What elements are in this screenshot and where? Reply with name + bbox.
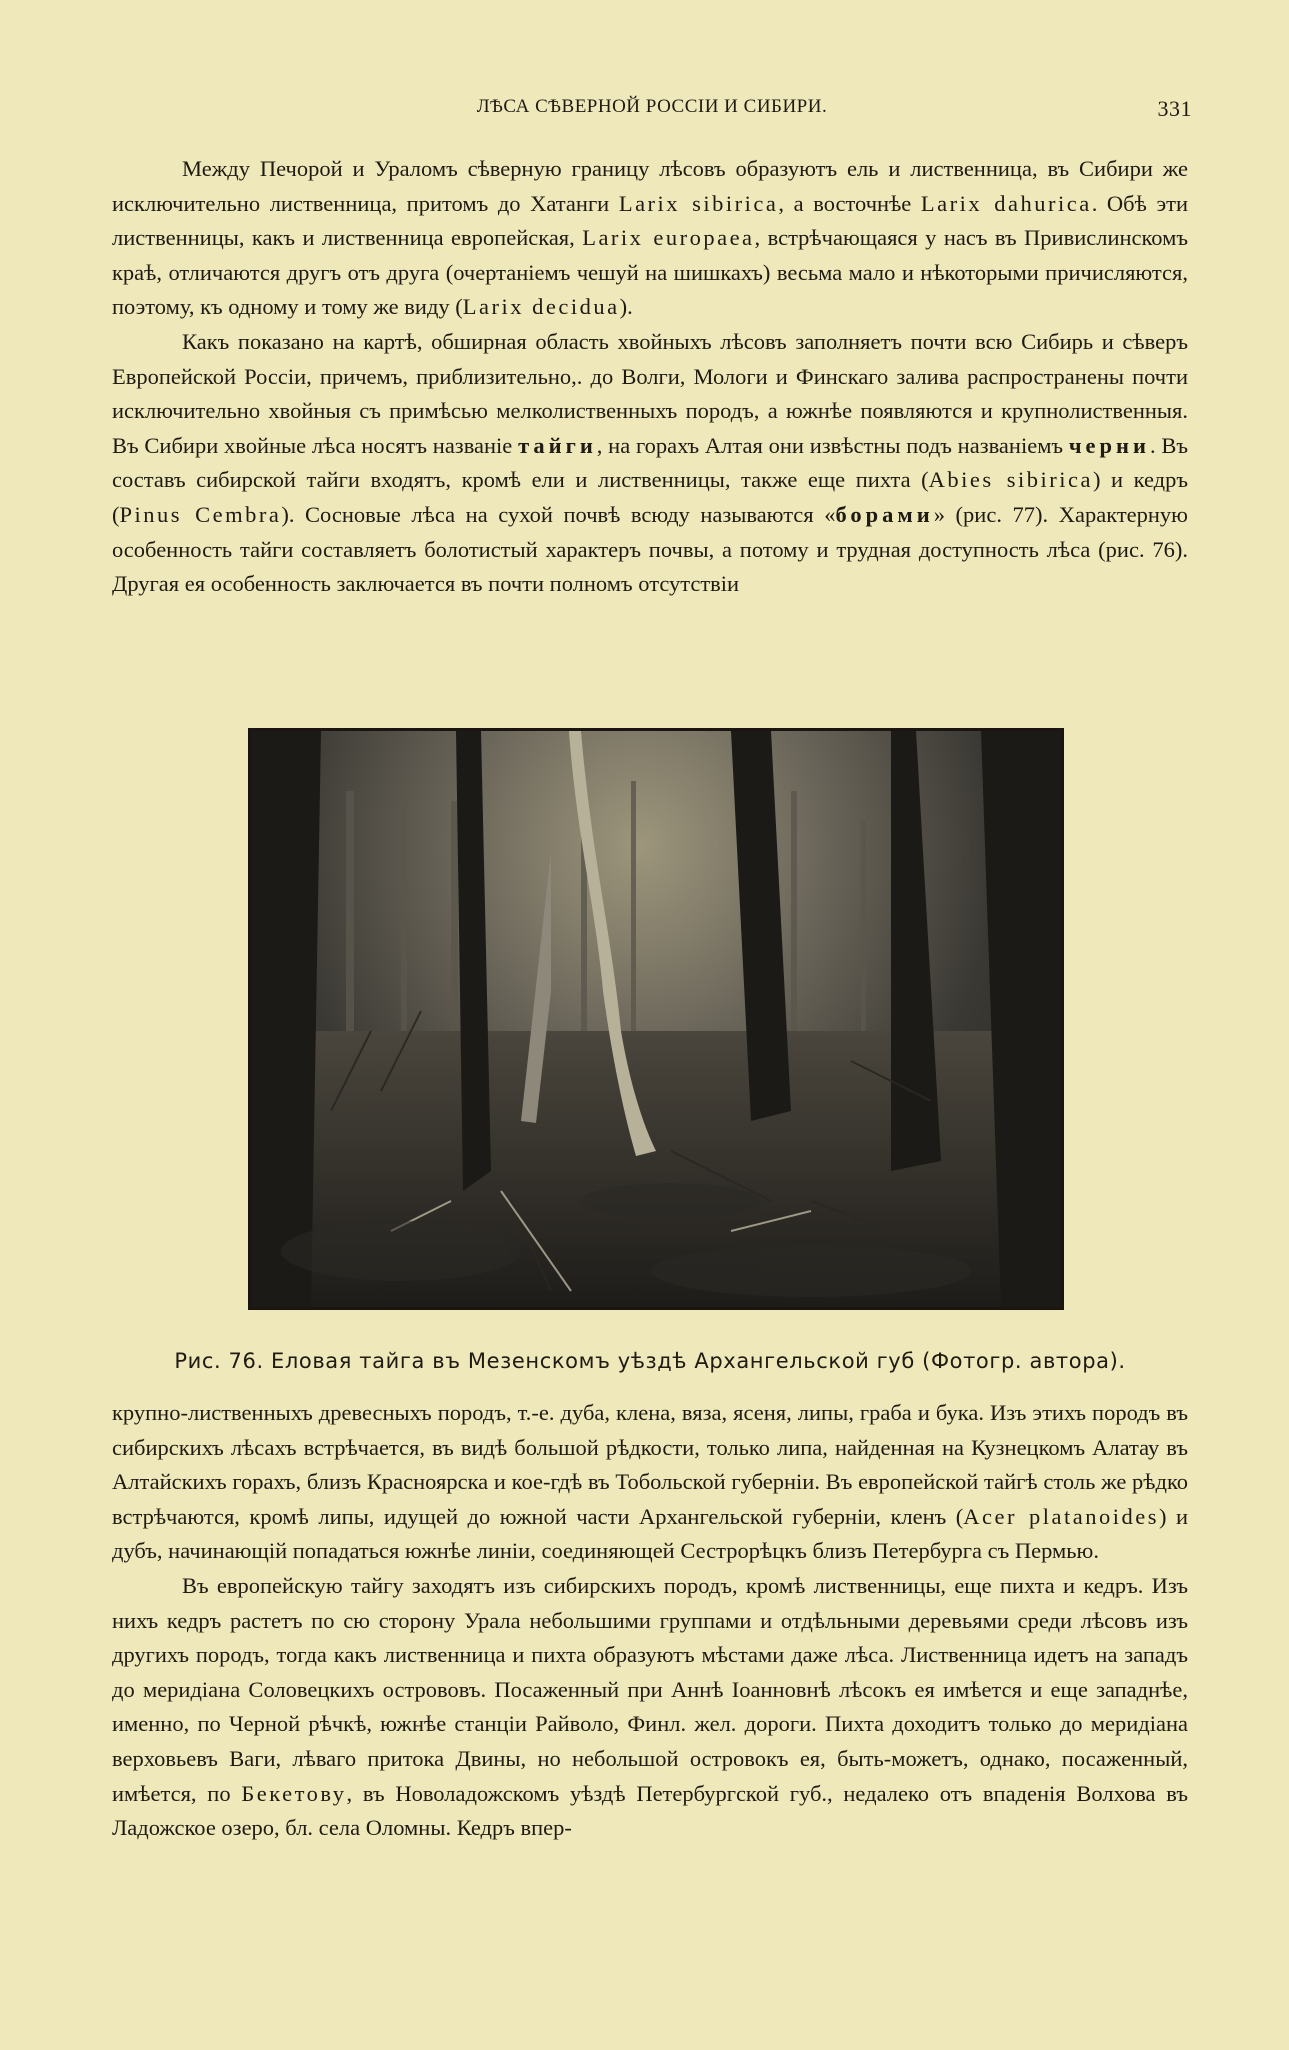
text-run: , а восточнѣе — [778, 190, 921, 216]
text-run: ). Сосновые лѣса на сухой почвѣ всюду называются « — [281, 501, 836, 527]
text-run: , встрѣчающаяся у насъ въ Привислинскомъ краѣ, отличаются другъ отъ друга (очертаніемъ чешуй на шишкахъ) весьма мало и нѣкоторыми причисляются, поэтому, къ одному и тому же виду ( — [112, 225, 1189, 320]
latin-name: Larix sibirica — [618, 190, 779, 216]
forest-photo-illustration — [251, 731, 1061, 1307]
emphasized-term: борами — [835, 501, 934, 527]
paragraph-larch — [112, 152, 1188, 325]
text-run: ) и кедръ ( — [112, 467, 1188, 527]
text-run: Между Печорой и Ураломъ сѣверную границу лѣсовъ образуютъ ель и лиственница, въ Сибири же исключительно лиственница, притомъ до Хатанги — [112, 156, 1188, 216]
text-run: . Обѣ эти лиственницы, какъ и лиственница европейская, — [112, 190, 1188, 251]
text-run: , въ Новоладожскомъ уѣздѣ Петербургской губ., недалеко отъ впаденія Волхова въ Ладожское озеро, бл. села Оломны. Кедръ впер- — [112, 1780, 1188, 1841]
text-block-top — [112, 152, 1188, 602]
author-name: Бекетову — [241, 1780, 347, 1806]
latin-name: Pinus Cembra — [119, 501, 282, 527]
running-head — [112, 96, 1192, 126]
latin-name: Acer platanoides — [963, 1503, 1159, 1529]
forest-photograph — [248, 728, 1064, 1310]
page-number: 331 — [1157, 96, 1192, 121]
latin-name: Larix decidua — [462, 294, 620, 320]
emphasized-term: тайги — [518, 432, 597, 458]
text-run: крупно-лиственныхъ древесныхъ породъ, т.-е. дуба, клена, вяза, ясеня, липы, граба и бука. Изъ этихъ породъ въ сибирскихъ лѣсахъ встрѣчается, въ видѣ большой рѣдкости, только липа, найденная на Кузнецкомъ Алатау въ Алтайскихъ горахъ, близъ Красноярска и кое-гдѣ въ Тобольской губерніи. Въ европейской тайгѣ столь же рѣдко встрѣчаются, кромѣ липы, идущей до южной части Архангельской губерніи, кленъ ( — [112, 1400, 1188, 1529]
text-run: , на горахъ Алтая они извѣстны подъ названіемъ — [596, 432, 1069, 458]
text-block-bottom — [112, 1396, 1188, 1846]
text-run: Въ европейскую тайгу заходятъ изъ сибирскихъ породъ, кромѣ лиственницы, еще пихта и кедръ. Изъ нихъ кедръ растетъ по сю сторону Урала небольшими группами и отдѣльными деревьями среди лѣсовъ изъ другихъ породъ, тогда какъ лиственница и пихта образуютъ мѣстами даже лѣса. Лиственница идетъ на западъ до меридіана Соловецкихъ острововъ. Посаженный при Аннѣ Іоанновнѣ лѣсокъ ея имѣется и еще западнѣе, именно, по Черной рѣчкѣ, южнѣе станціи Райволо, Финл. жел. дороги. Пихта доходитъ только до меридіана верховьевъ Ваги, лѣваго притока Двины, но небольшой островокъ ея, быть-можетъ, однако, посаженный, имѣется, по — [112, 1572, 1188, 1806]
paragraph-broadleaf — [112, 1396, 1188, 1569]
text-run: ) и дубъ, начинающій попадаться южнѣе линіи, соединяющей Сестрорѣцкъ близъ Петербурга съ Пермью. — [112, 1503, 1188, 1564]
latin-name: Abies sibirica — [928, 467, 1093, 493]
emphasized-term: черни — [1068, 432, 1150, 458]
running-title: ЛѢСА СѢВЕРНОЙ РОССІИ И СИБИРИ. — [476, 96, 828, 117]
paragraph-siberian-species — [112, 1569, 1188, 1846]
text-run: » (рис. 77). Характерную особенность тайги составляетъ болотистый характеръ почвы, а потому и трудная доступность лѣса (рис. 76). Другая ея особенность заключается въ почти полномъ отсутствіи — [112, 501, 1188, 597]
figure-caption: Рис. 76. Еловая тайга въ Мезенскомъ уѣздѣ Архангельской губ (Фотогр. автора). — [174, 1349, 1126, 1373]
paragraph-taiga — [112, 325, 1188, 602]
latin-name: Larix dahurica — [920, 190, 1092, 216]
text-run: ). — [619, 294, 633, 320]
text-run: . Въ составъ сибирской тайги входятъ, кромѣ ели и лиственницы, также еще пихта ( — [112, 432, 1188, 493]
latin-name: Larix europaea — [582, 225, 755, 251]
text-run: Какъ показано на картѣ, обширная область хвойныхъ лѣсовъ заполняетъ почти всю Сибирь и сѣверъ Европейской Россіи, причемъ, приблизительно,. до Волги, Мологи и Финскаго залива распространены почти исключительно хвойныя съ примѣсью мелколиственныхъ породъ, а южнѣе появляются и крупнолиственныя. Въ Сибири хвойные лѣса носятъ названіе — [112, 328, 1188, 458]
